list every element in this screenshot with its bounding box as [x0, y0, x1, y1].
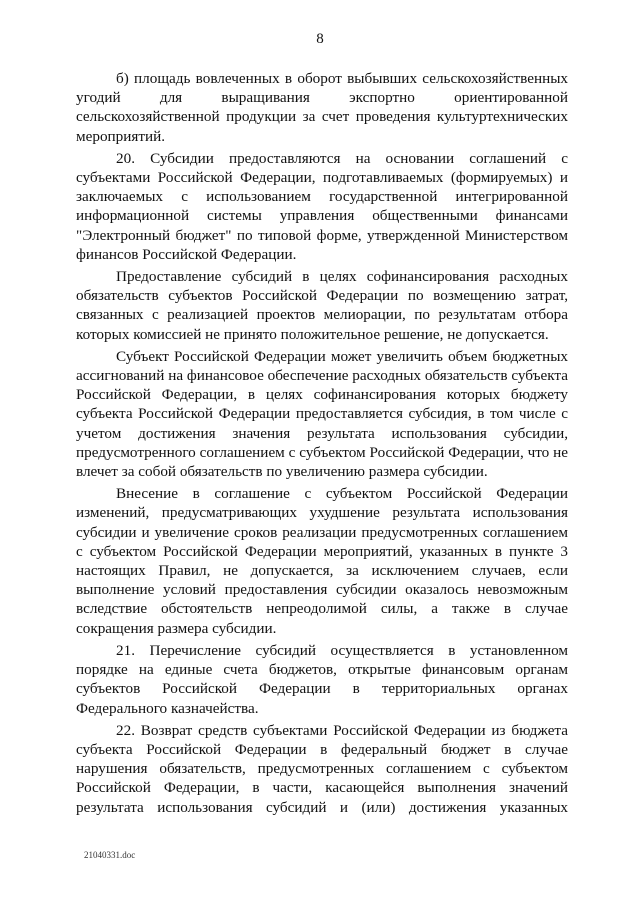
paragraph-agreement-changes: Внесение в соглашение с субъектом Российской Федерации изменений, предусматривающих ухудшение результата использования субсидии и увеличение сроков реализации предусмотренных соглашением с субъектом Российской Федерации мероприятий, указанных в пункте 3 настоящих Правил, не допускается, за исключением случаев, если выполнение условий предоставления субсидии оказалось невозможным вследствие обстоятельств непреодолимой силы, а также в случае сокращения размера субсидии. — [76, 485, 568, 637]
paragraph-clause-21: 21. Перечисление субсидий осуществляется в установленном порядке на единые счета бюджетов, открытые финансовым органам субъектов Российской Федерации в территориальных органах Федерального казначейства. — [76, 641, 568, 717]
page-number: 8 — [316, 31, 324, 47]
paragraph-clause-22: 22. Возврат средств субъектами Российской Федерации из бюджета субъекта Российской Федерации в федеральный бюджет в случае нарушения обязательств, предусмотренных соглашением с субъектом Российской Федерации, в части, касающейся выполнения значений результата использования субсидий и (или) достижения указанных — [76, 721, 568, 816]
paragraph-budget-increase: Субъект Российской Федерации может увеличить объем бюджетных ассигнований на финансовое обеспечение расходных обязательств субъекта Российской Федерации, в целях софинансирования которых бюджету субъекта Российской Федерации предоставляется субсидия, в том числе с учетом достижения значения результата использования субсидии, предусмотренного соглашением с субъектом Российской Федерации, что не влечет за собой обязательств по увеличению размера субсидии. — [76, 347, 568, 481]
document-body — [76, 69, 568, 820]
document-file-code: 21040331.doc — [84, 850, 136, 860]
paragraph-clause-20: 20. Субсидии предоставляются на основании соглашений с субъектами Российской Федерации, подготавливаемых (формируемых) и заключаемых с использованием государственной интегрированной информационной системы управления общественными финансами "Электронный бюджет" по типовой форме, утвержденной Министерством финансов Российской Федерации. — [76, 149, 568, 263]
paragraph-item-b: б) площадь вовлеченных в оборот выбывших сельскохозяйственных угодий для выращивания экспортно ориентированной сельскохозяйственной продукции за счет проведения культуртехнических мероприятий. — [76, 70, 568, 145]
paragraph-cofinancing-restriction: Предоставление субсидий в целях софинансирования расходных обязательств субъектов Российской Федерации по возмещению затрат, связанных с реализацией проектов мелиорации, по результатам отбора которых комиссией не принято положительное решение, не допускается. — [76, 268, 568, 343]
